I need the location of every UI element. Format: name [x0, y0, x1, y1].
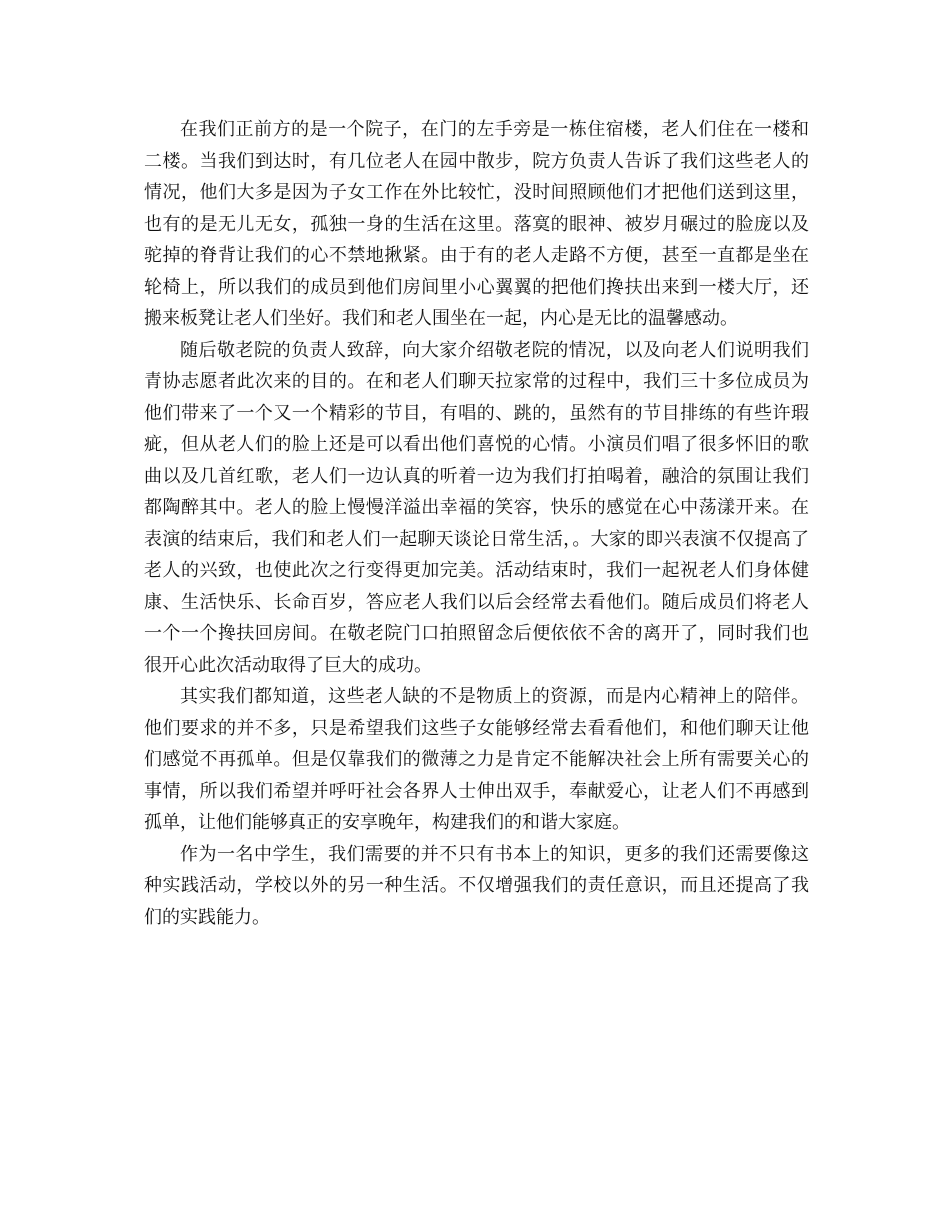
document-body: [144, 114, 809, 933]
paragraph-3: 其实我们都知道，这些老人缺的不是物质上的资源，而是内心精神上的陪伴。他们要求的并不多，只是希望我们这些子女能够经常去看看他们，和他们聊天让他们感觉不再孤单。但是仅靠我们的微薄之力是肯定不能解决社会上所有需要关心的事情，所以我们希望并呼吁社会各界人士伸出双手，奉献爱心，让老人们不再感到孤单，让他们能够真正的安享晚年，构建我们的和谐大家庭。: [144, 686, 809, 833]
paragraph-2: 随后敬老院的负责人致辞，向大家介绍敬老院的情况，以及向老人们说明我们青协志愿者此次来的目的。在和老人们聊天拉家常的过程中，我们三十多位成员为他们带来了一个又一个精彩的节目，有唱的、跳的，虽然有的节目排练的有些许瑕疵，但从老人们的脸上还是可以看出他们喜悦的心情。小演员们唱了很多怀旧的歌曲以及几首红歌，老人们一边认真的听着一边为我们打拍喝着，融洽的氛围让我们都陶醉其中。老人的脸上慢慢洋溢出幸福的笑容，快乐的感觉在心中荡漾开来。在表演的结束后，我们和老人们一起聊天谈论日常生活，。大家的即兴表演不仅提高了老人的兴致，也使此次之行变得更加完美。活动结束时，我们一起祝老人们身体健康、生活快乐、长命百岁，答应老人我们以后会经常去看他们。随后成员们将老人一个一个搀扶回房间。在敬老院门口拍照留念后便依依不舍的离开了，同时我们也很开心此次活动取得了巨大的成功。: [144, 339, 809, 676]
paragraph-1: 在我们正前方的是一个院子，在门的左手旁是一栋住宿楼，老人们住在一楼和二楼。当我们到达时，有几位老人在园中散步，院方负责人告诉了我们这些老人的情况，他们大多是因为子女工作在外比较忙，没时间照顾他们才把他们送到这里，也有的是无儿无女，孤独一身的生活在这里。落寞的眼神、被岁月碾过的脸庞以及驼掉的脊背让我们的心不禁地揪紧。由于有的老人走路不方便，甚至一直都是坐在轮椅上，所以我们的成员到他们房间里小心翼翼的把他们搀扶出来到一楼大厅，还搬来板凳让老人们坐好。我们和老人围坐在一起，内心是无比的温馨感动。: [144, 119, 809, 329]
paragraph-4: 作为一名中学生，我们需要的并不只有书本上的知识，更多的我们还需要像这种实践活动，学校以外的另一种生活。不仅增强我们的责任意识，而且还提高了我们的实践能力。: [144, 843, 809, 928]
